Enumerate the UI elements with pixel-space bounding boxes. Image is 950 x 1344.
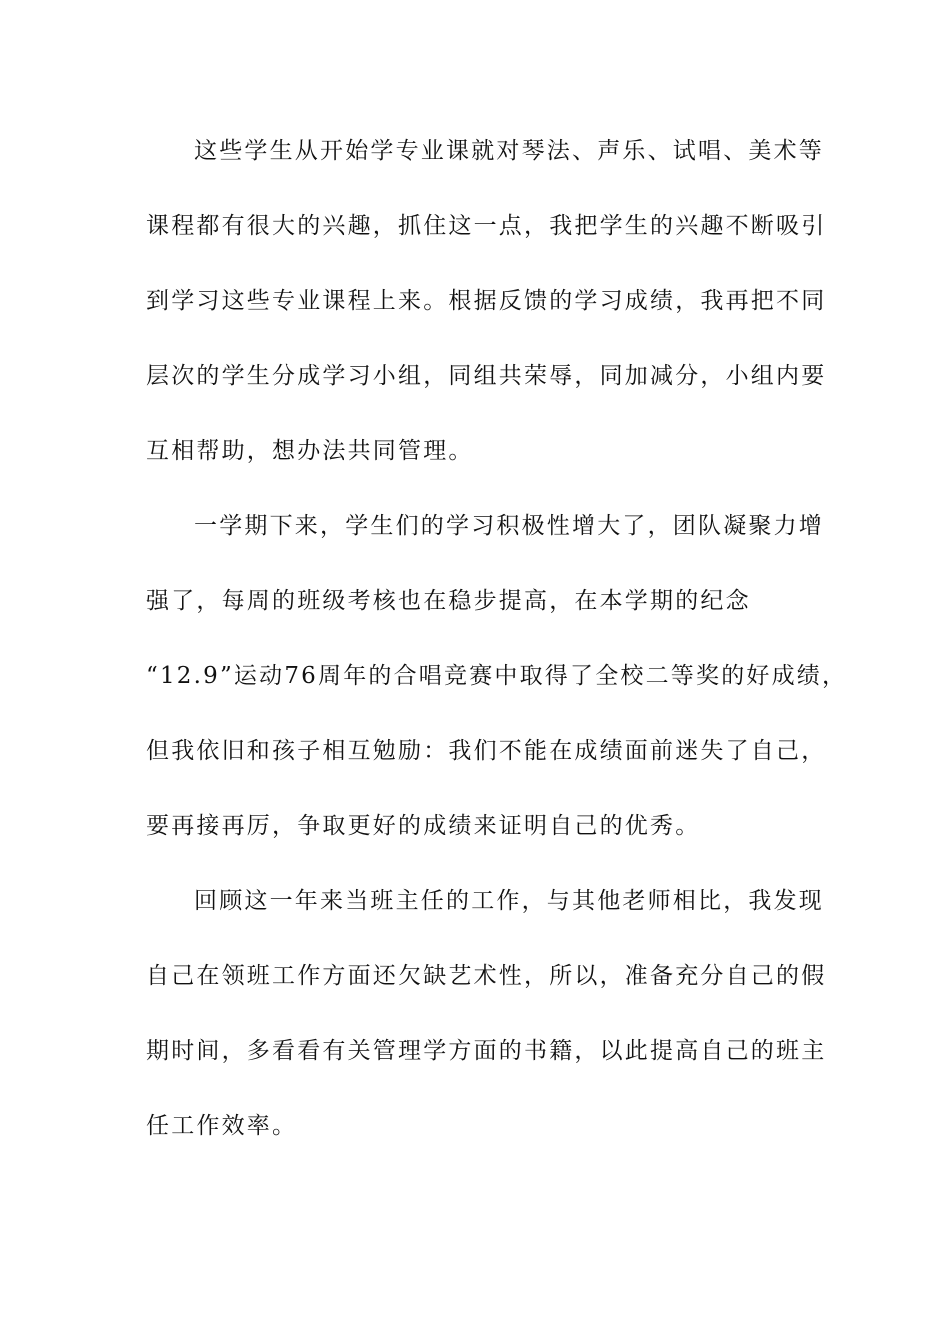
paragraph-line: 互相帮助，想办法共同管理。 <box>146 438 474 464</box>
paragraph-line: 要再接再厉，争取更好的成绩来证明自己的优秀。 <box>146 813 701 839</box>
paragraph-line: 但我依旧和孩子相互勉励：我们不能在成绩面前迷失了自己， <box>146 738 827 764</box>
paragraph-line: 这些学生从开始学专业课就对琴法、声乐、试唱、美术等 <box>194 138 824 164</box>
paragraph-line: “12.9”运动76周年的合唱竞赛中取得了全校二等奖的好成绩， <box>146 663 848 689</box>
paragraph-1 <box>146 130 826 505</box>
paragraph-line: 课程都有很大的兴趣，抓住这一点，我把学生的兴趣不断吸引 <box>146 213 827 239</box>
paragraph-2 <box>146 505 848 880</box>
paragraph-line: 强了，每周的班级考核也在稳步提高，在本学期的纪念 <box>146 588 751 614</box>
paragraph-line: 任工作效率。 <box>146 1113 298 1139</box>
paragraph-line: 到学习这些专业课程上来。根据反馈的学习成绩，我再把不同 <box>146 288 827 314</box>
document-body <box>146 130 848 1180</box>
paragraph-line: 一学期下来，学生们的学习积极性增大了，团队凝聚力增 <box>194 513 824 539</box>
paragraph-line: 回顾这一年来当班主任的工作，与其他老师相比，我发现 <box>194 888 824 914</box>
paragraph-line: 自己在领班工作方面还欠缺艺术性，所以，准备充分自己的假 <box>146 963 827 989</box>
paragraph-line: 期时间，多看看有关管理学方面的书籍，以此提高自己的班主 <box>146 1038 827 1064</box>
paragraph-3 <box>146 880 826 1180</box>
paragraph-line: 层次的学生分成学习小组，同组共荣辱，同加减分，小组内要 <box>146 363 827 389</box>
